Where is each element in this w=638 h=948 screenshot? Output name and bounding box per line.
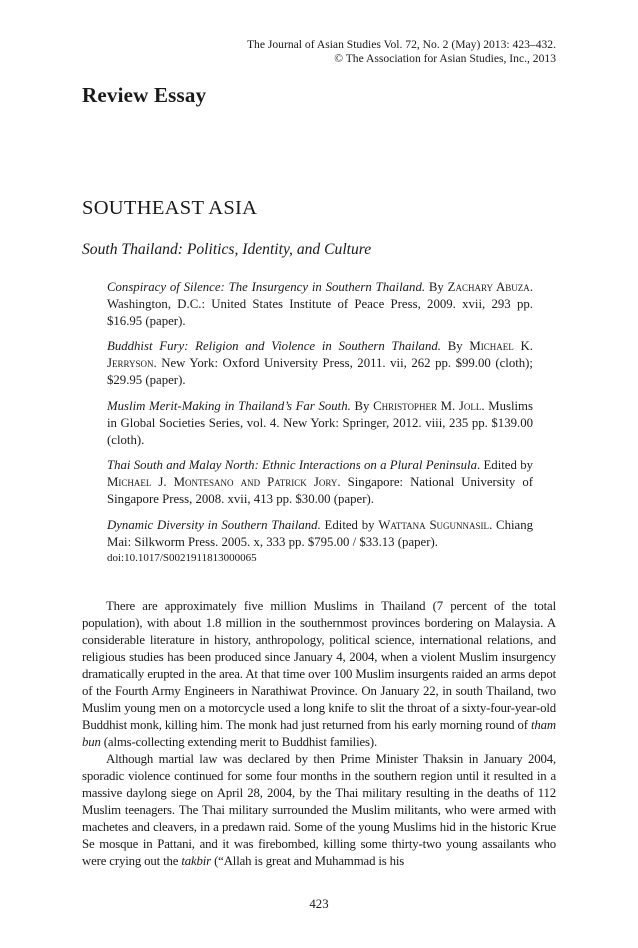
book-entry: Conspiracy of Silence: The Insurgency in Southern Thailand. By Zachary Abuza. Washington, D.C.: United States Institute of Peace Press, 2009. xvii, 293 pp. $16.95 (paper). xyxy=(107,280,534,328)
journal-citation: The Journal of Asian Studies Vol. 72, No. 2 (May) 2013: 423–432. xyxy=(246,38,556,51)
book-details: . Muslims in Global Societies Series, vol. 4. New York: Springer, 2012. viii, 235 pp. $139.00 (cloth). xyxy=(107,398,533,447)
book-details: . Washington, D.C.: United States Institute of Peace Press, 2009. xvii, 293 pp. $16.95 (paper). xyxy=(107,280,534,328)
doi-link[interactable]: doi:10.1017/S0021911813000065 xyxy=(107,552,257,564)
body-paragraph: There are approximately five million Muslims in Thailand (7 percent of the total population), with about 1.8 million in the southernmost provinces bordering on Malaysia. A considerable literature in history, anthropology, political science, international relations, and religious studies has been produced since January 4, 2004, when a violent Muslim insurgency dramatically erupted in the area. At that time over 100 Muslim insurgents raided an arms depot of the Fourth Army Engineers in Narathiwat Province. On January 22, in south Thailand, two Muslim young men on a motorcycle used a long knife to slit the throat of a sixty-four-year-old Buddhist monk, killing him. The monk had just returned from his early morning round of tham bun (alms-collecting extending merit to Buddhist families). xyxy=(82,599,556,749)
book-details: . New York: Oxford University Press, 2011. vii, 262 pp. $99.00 (cloth); $29.95 (paper). xyxy=(107,356,533,388)
book-entry: Dynamic Diversity in Southern Thailand. Edited by Wattana Sugunnasil. Chiang Mai: Silkworm Press. 2005. x, 333 pp. $795.00 / $33.13 (paper). xyxy=(107,517,533,549)
book-entry: Muslim Merit-Making in Thailand’s Far South. By Christopher M. Joll. Muslims in Global Societies Series, vol. 4. New York: Springer, 2012. viii, 235 pp. $139.00 (cloth). xyxy=(107,398,533,447)
essay-subtitle: South Thailand: Politics, Identity, and Culture xyxy=(82,241,372,258)
book-entry: Thai South and Malay North: Ethnic Interactions on a Plural Peninsula. Edited by Michael J. Montesano and Patrick Jory. Singapore: National University of Singapore Press, 2008. xvii, 413 pp. $30.00 (paper). xyxy=(107,458,534,507)
copyright-line: © The Association for Asian Studies, Inc., 2013 xyxy=(334,52,556,65)
article-body xyxy=(82,598,556,870)
book-author: Michael K. Jerryson xyxy=(107,339,534,371)
page-number: 423 xyxy=(309,897,329,911)
book-author: Wattana Sugunnasil xyxy=(378,517,490,532)
book-title: Conspiracy of Silence: The Insurgency in Southern Thailand. xyxy=(107,280,426,294)
body-paragraph: Although martial law was declared by then Prime Minister Thaksin in January 2004, sporadic violence continued for some four months in the southern region until it resulted in a massive daylong siege on April 28, 2004, by the Thai military resulting in the deaths of 112 Muslim teenagers. The Thai military surrounded the Muslim militants, who were armed with machetes and cleavers, in a predawn raid. Some of the young Muslims hid in the historic Krue Se mosque in Pattani, and it was firebombed, killing some thirty-two young assailants who were crying out the takbir (“Allah is great and Muhammad is his xyxy=(82,752,556,868)
book-title: Dynamic Diversity in Southern Thailand. xyxy=(107,517,321,532)
section-title: SOUTHEAST ASIA xyxy=(82,197,258,219)
book-details: . Singapore: National University of Singapore Press, 2008. xvii, 413 pp. $30.00 (paper). xyxy=(107,475,534,507)
book-details: . Chiang Mai: Silkworm Press. 2005. x, 333 pp. $795.00 / $33.13 (paper). xyxy=(107,517,533,549)
book-author: Zachary Abuza xyxy=(447,280,530,294)
book-entry: Buddhist Fury: Religion and Violence in Southern Thailand. By Michael K. Jerryson. New York: Oxford University Press, 2011. vii, 262 pp. $99.00 (cloth); $29.95 (paper). xyxy=(107,339,534,388)
book-title: Thai South and Malay North: Ethnic Interactions on a Plural Peninsula xyxy=(107,458,477,473)
journal-header xyxy=(247,38,556,66)
italic-term: takbir xyxy=(181,854,212,868)
review-essay-label: Review Essay xyxy=(82,83,207,107)
book-author: Christopher M. Joll xyxy=(373,398,482,413)
book-author: Michael J. Montesano and Patrick Jory xyxy=(107,475,338,490)
italic-term: tham bun xyxy=(82,718,556,749)
book-title: Muslim Merit-Making in Thailand’s Far South. xyxy=(107,398,351,413)
book-list xyxy=(107,279,533,551)
book-title: Buddhist Fury: Religion and Violence in Southern Thailand. xyxy=(107,339,441,354)
